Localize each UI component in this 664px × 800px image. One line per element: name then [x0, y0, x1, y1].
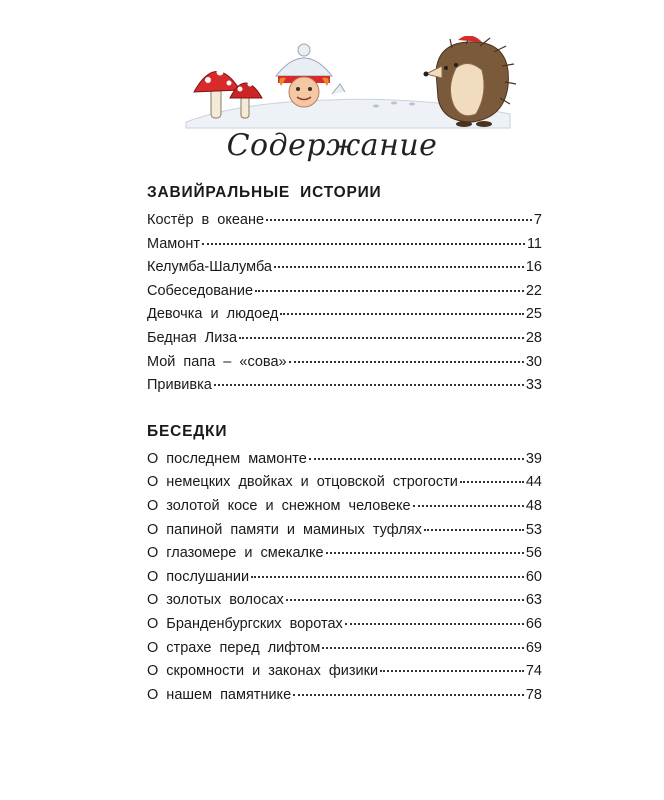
toc-entry-title: О золотых волосах — [147, 592, 284, 609]
dot-leader — [214, 383, 524, 386]
dot-leader — [322, 646, 523, 649]
toc-entry-title: О последнем мамонте — [147, 450, 307, 467]
toc-entry-page-number: 16 — [525, 259, 542, 276]
toc-entry[interactable] — [147, 495, 542, 519]
toc-entry[interactable] — [147, 542, 542, 566]
toc-entry[interactable] — [147, 280, 542, 304]
toc-entry-page-number: 69 — [525, 639, 542, 656]
dot-leader — [345, 622, 524, 625]
toc-entry[interactable] — [147, 684, 542, 708]
toc-entry-title: О папиной памяти и маминых туфлях — [147, 521, 422, 538]
toc-entry-page-number: 30 — [525, 353, 542, 370]
toc-entry[interactable] — [147, 589, 542, 613]
dot-leader — [293, 693, 524, 696]
toc-entry[interactable] — [147, 327, 542, 351]
toc-entry-title: О немецких двойках и отцовской строгости — [147, 474, 458, 491]
toc-entry-title: О страхе перед лифтом — [147, 639, 321, 656]
toc-entry-title: Келумба-Шалумба — [147, 259, 272, 276]
toc-entry[interactable] — [147, 566, 542, 590]
toc-entry-title: Бедная Лиза — [147, 329, 238, 346]
toc-entry-page-number: 48 — [525, 497, 542, 514]
dot-leader — [424, 528, 524, 531]
toc-entry[interactable] — [147, 613, 542, 637]
dot-leader — [309, 457, 524, 460]
toc-entry-page-number: 66 — [525, 615, 542, 632]
table-of-contents — [147, 183, 542, 707]
toc-entry[interactable] — [147, 448, 542, 472]
dot-leader — [326, 551, 524, 554]
dot-leader — [289, 360, 524, 363]
toc-entry-title: Мамонт — [147, 235, 200, 252]
toc-entry-title: О скромности и законах физики — [147, 663, 379, 680]
dot-leader — [202, 242, 525, 245]
toc-entry-page-number: 78 — [525, 686, 542, 703]
dot-leader — [251, 575, 524, 578]
toc-entry[interactable] — [147, 374, 542, 398]
toc-entry-page-number: 56 — [525, 545, 542, 562]
toc-entry[interactable] — [147, 233, 542, 257]
dot-leader — [280, 312, 524, 315]
toc-entry[interactable] — [147, 209, 542, 233]
toc-entry-page-number: 44 — [525, 474, 542, 491]
toc-entry[interactable] — [147, 303, 542, 327]
toc-entry-title: Мой папа – «сова» — [147, 353, 287, 370]
toc-entry[interactable] — [147, 660, 542, 684]
toc-entry[interactable] — [147, 351, 542, 375]
toc-entry-title: Костёр в океане — [147, 212, 265, 228]
dot-leader — [255, 289, 524, 292]
toc-entry-title: Собеседование — [147, 282, 254, 299]
toc-entry-page-number: 25 — [525, 306, 542, 323]
dot-leader — [274, 265, 524, 268]
toc-entry-title: О послушании — [147, 568, 250, 585]
toc-entry-title: О глазомере и смекалке — [147, 545, 324, 562]
dot-leader — [266, 218, 532, 221]
toc-entry-title: Прививка — [147, 377, 212, 394]
toc-entry-page-number: 7 — [533, 212, 542, 228]
section-heading: ЗАВИЙРАЛЬНЫЕ ИСТОРИИ — [147, 184, 382, 201]
toc-entry-title: О Бранденбургских воротах — [147, 615, 343, 632]
dot-leader — [460, 480, 524, 483]
child-icon — [276, 44, 345, 107]
toc-entry-title: О нашем памятнике — [147, 686, 292, 703]
toc-entry-title: Девочка и людоед — [147, 306, 279, 323]
section-heading: БЕСЕДКИ — [147, 422, 228, 440]
toc-entry-page-number: 74 — [525, 663, 542, 680]
page-title: Содержание — [226, 128, 438, 163]
header-illustration — [180, 36, 520, 132]
dot-leader — [413, 504, 524, 507]
toc-entry[interactable] — [147, 637, 542, 661]
toc-entry-page-number: 39 — [525, 450, 542, 467]
toc-entry-title: О золотой косе и снежном человеке — [147, 497, 411, 514]
dot-leader — [286, 598, 524, 601]
toc-entry-page-number: 22 — [525, 282, 542, 299]
toc-entry-page-number: 11 — [526, 235, 542, 252]
toc-entry-page-number: 60 — [525, 568, 542, 585]
toc-entry-page-number: 33 — [525, 377, 542, 394]
dot-leader — [380, 669, 524, 672]
dot-leader — [239, 336, 524, 339]
toc-entry-page-number: 53 — [525, 521, 542, 538]
toc-entry[interactable] — [147, 256, 542, 280]
toc-entry-page-number: 63 — [525, 592, 542, 609]
toc-entry[interactable] — [147, 519, 542, 543]
toc-entry-page-number: 28 — [525, 329, 542, 346]
toc-entry[interactable] — [147, 471, 542, 495]
